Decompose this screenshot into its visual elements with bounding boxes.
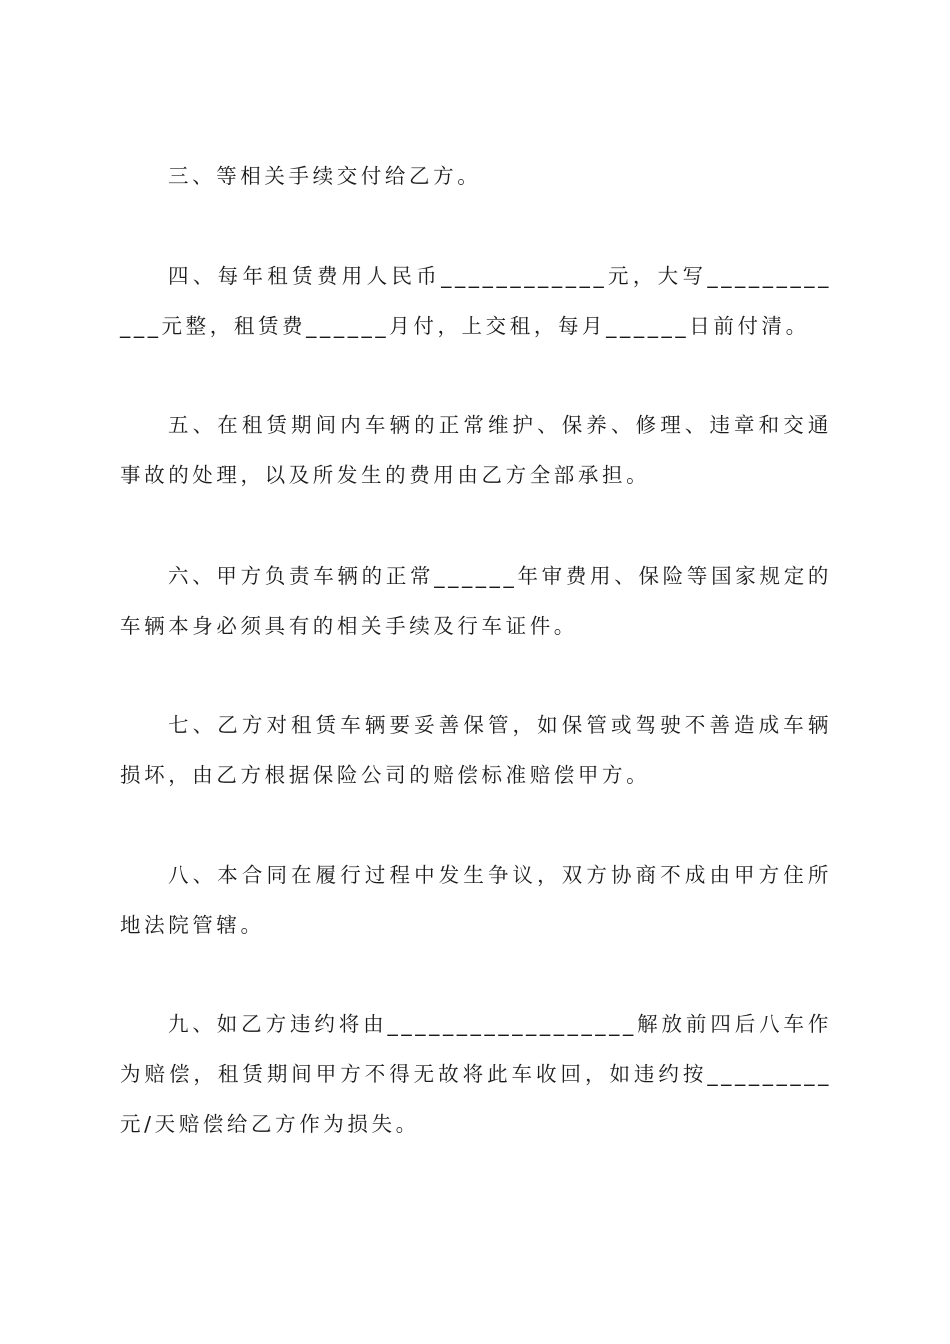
clause-5 (120, 400, 832, 500)
clause-7-text: 七、乙方对租赁车辆要妥善保管，如保管或驾驶不善造成车辆损坏，由乙方根据保险公司的赔偿标准赔偿甲方。 (120, 713, 832, 787)
clause-7 (120, 700, 832, 800)
clause-8 (120, 850, 832, 950)
clause-9-text: 九、如乙方违约将由__________________解放前四后八车作为赔偿，租赁期间甲方不得无故将此车收回，如违约按_________元/天赔偿给乙方作为损失。 (120, 1012, 832, 1136)
clause-3 (120, 151, 832, 201)
clause-3-text: 三、等相关手续交付给乙方。 (168, 164, 482, 188)
clause-4-text: 四、每年租赁费用人民币____________元，大写____________元整，租赁费______月付，上交租，每月______日前付清。 (120, 264, 832, 338)
clause-6-text: 六、甲方负责车辆的正常______年审费用、保险等国家规定的车辆本身必须具有的相关手续及行车证件。 (120, 564, 832, 638)
clause-6 (120, 551, 832, 651)
clause-8-text: 八、本合同在履行过程中发生争议，双方协商不成由甲方住所地法院管辖。 (120, 863, 832, 937)
clause-9 (120, 999, 832, 1149)
clause-5-text: 五、在租赁期间内车辆的正常维护、保养、修理、违章和交通事故的处理，以及所发生的费用由乙方全部承担。 (120, 413, 832, 487)
clause-4 (120, 251, 832, 351)
